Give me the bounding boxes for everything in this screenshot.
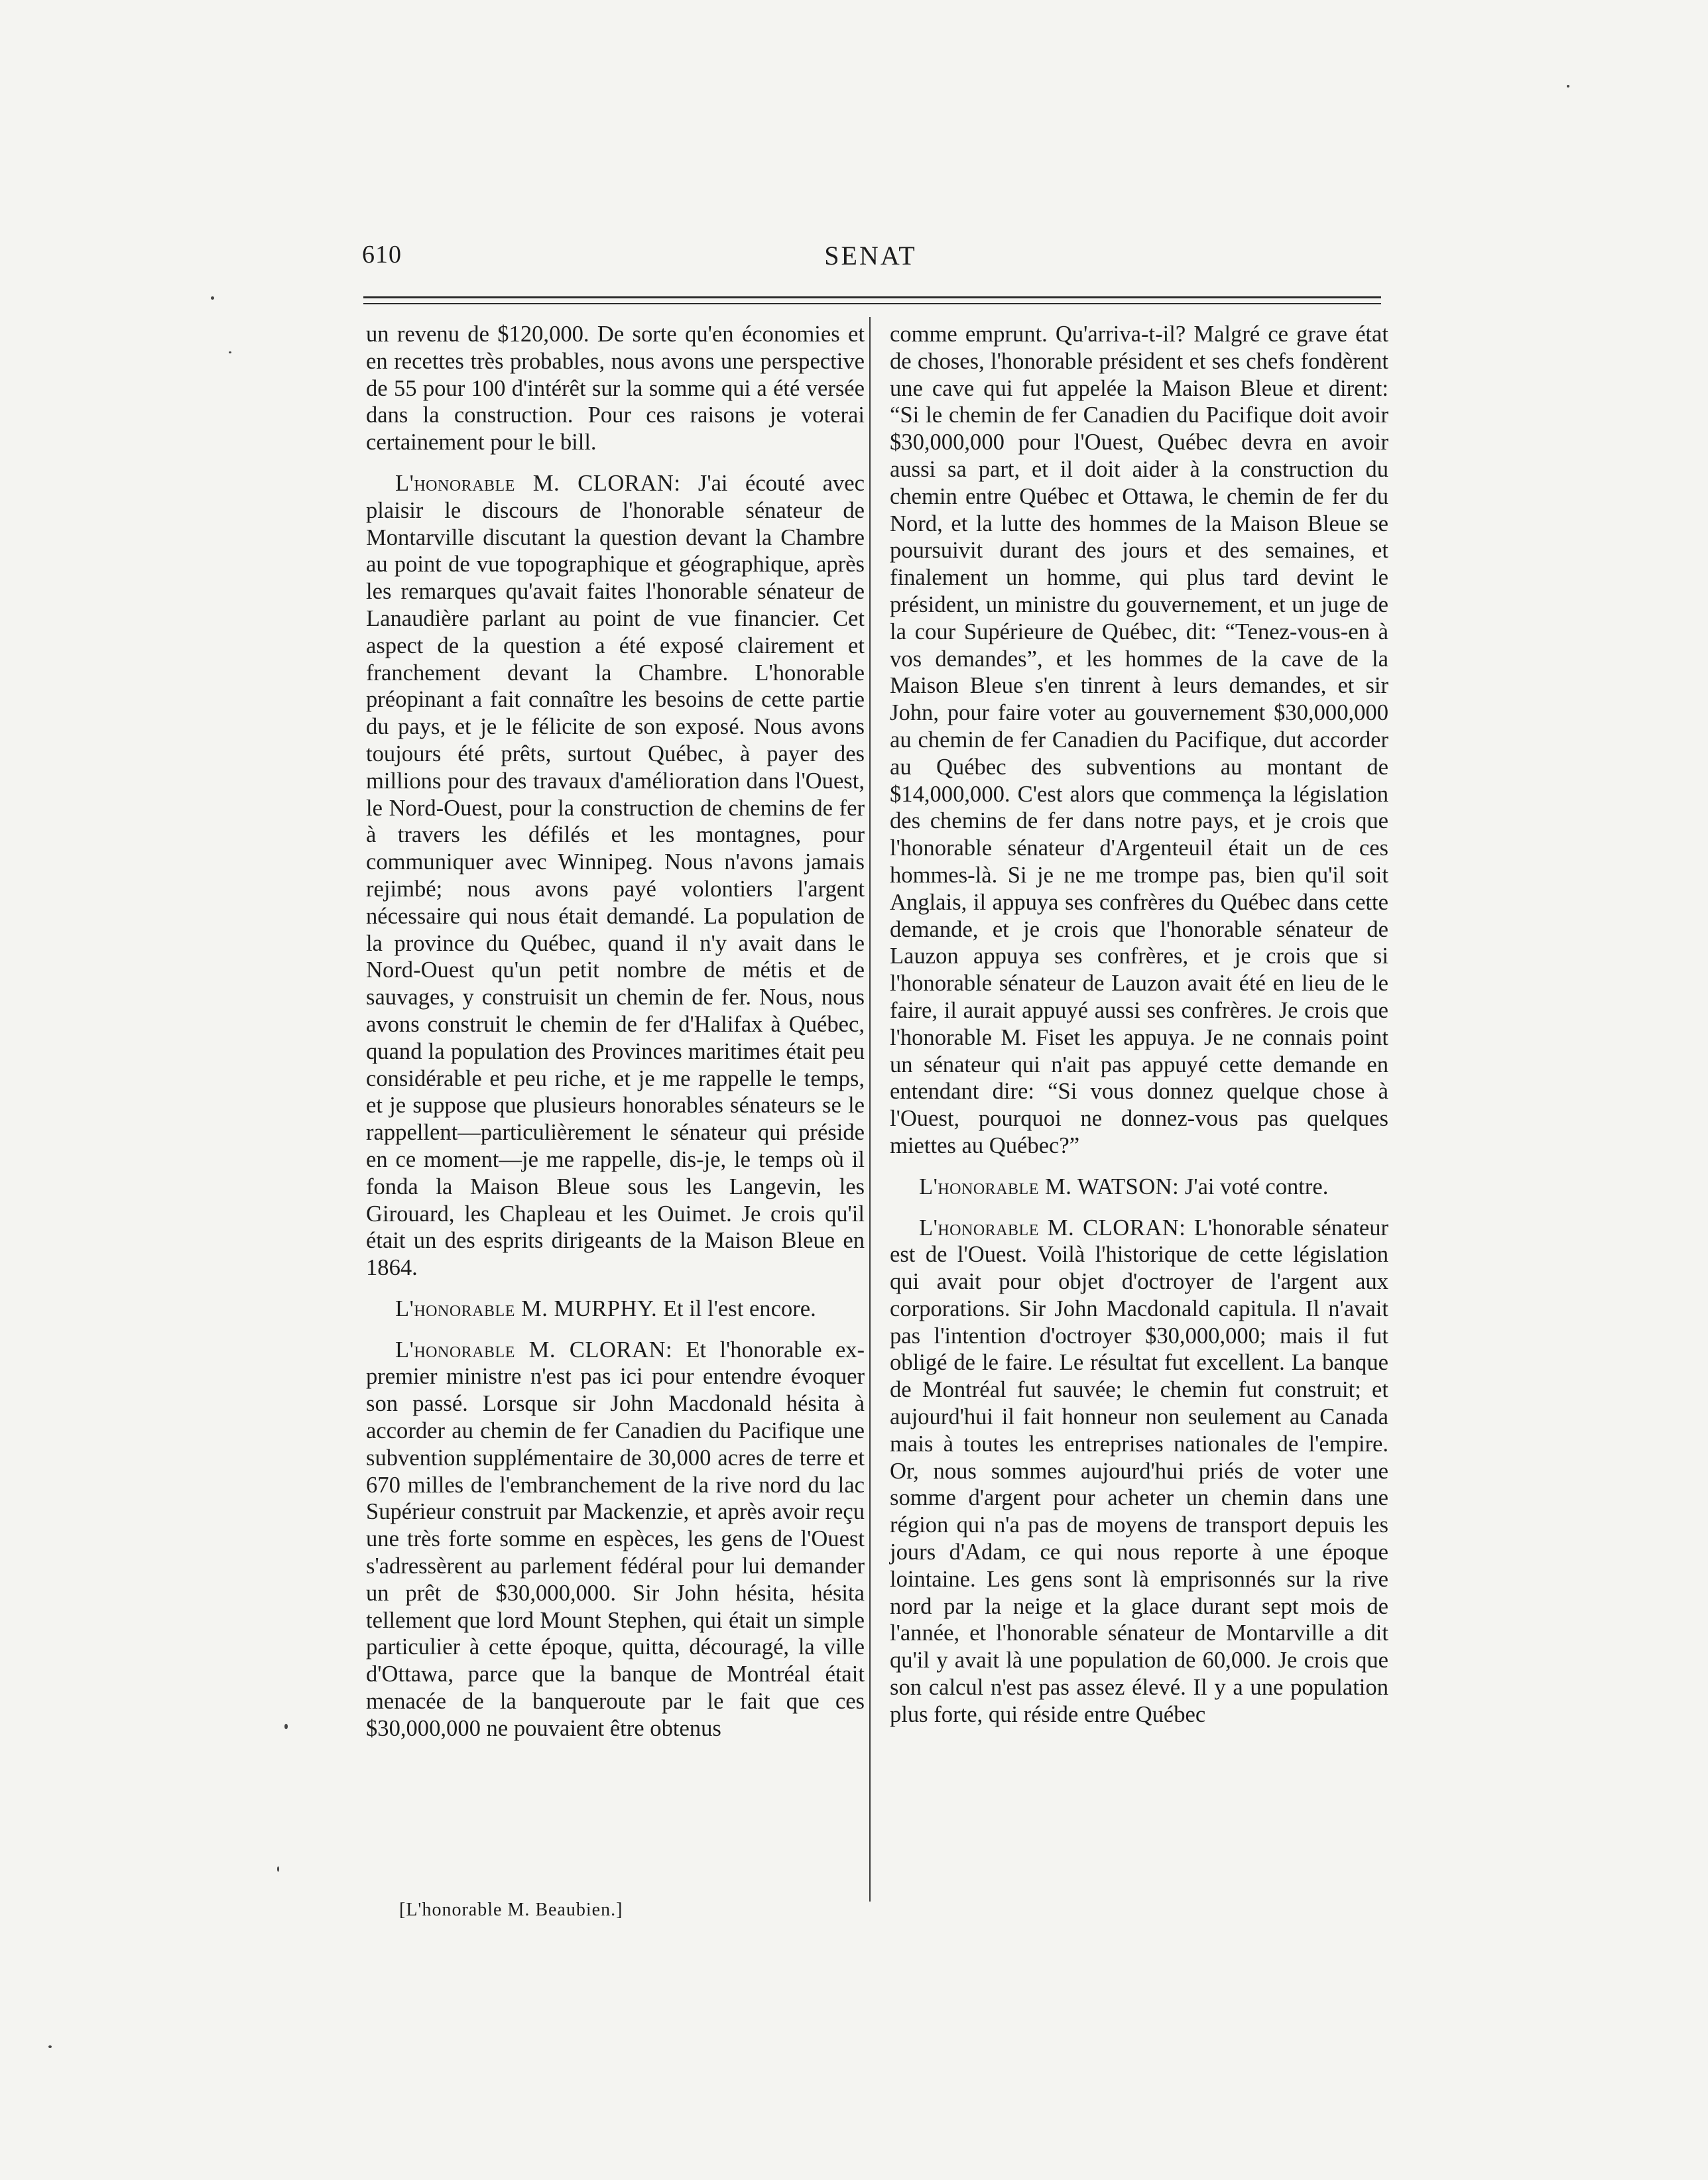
column-divider — [869, 317, 871, 1902]
scan-speck — [1567, 85, 1569, 88]
paragraph — [366, 470, 865, 1282]
paragraph-text: un revenu de $120,000. De sorte qu'en économies et en recettes très probables, nous avons une perspective de 55 pour 100 d'intérêt sur la somme qui a été versée dans la construction. Pour ces raisons je voterai certainement pour le bill. — [366, 322, 865, 455]
paragraph-text: J'ai écouté avec plaisir le discours de l'honorable sénateur de Montarville discutant la question devant la Chambre au point de vue topographique et géographique, après les remarques qu'avait faites l'honorable sénateur de Lanaudière parlant au point de vue financier. Cet aspect de la question a été exposé clairement et franchement devant la Chambre. L'honorable préopinant a fait connaître les besoins de cette partie du pays, et je le félicite de son exposé. Nous avons toujours été prêts, surtout Québec, à payer des millions pour des travaux d'amélioration dans l'Ouest, le Nord-Ouest, pour la construction de chemins de fer à travers les défilés et les montagnes, pour communiquer avec Winnipeg. Nous n'avons jamais rejimbé; nous avons payé volontiers l'argent nécessaire qui nous était demandé. La population de la province du Québec, quand il n'y avait dans le Nord-Ouest qu'un petit nombre de métis et de sauvages, y construisit un chemin de fer. Nous, nous avons construit le chemin de fer d'Halifax à Québec, quand la population des Provinces maritimes était peu considérable et peu riche, et je me rappelle le temps, et je suppose que plusieurs honorables sénateurs se le rappellent—particulièrement le sénateur qui préside en ce moment—je me rappelle, dis-je, le temps où il fonda la Maison Bleue sous les Langevin, les Girouard, les Chapleau et les Ouimet. Je crois qu'il était un des esprits dirigeants de la Maison Bleue en 1864. — [366, 470, 865, 1281]
paragraph — [890, 1174, 1388, 1201]
running-head: SENAT — [824, 241, 917, 271]
speaker: L'honorable M. CLORAN: — [395, 1337, 673, 1362]
paragraph-text: Et il l'est encore. — [657, 1296, 816, 1321]
scan-speck — [229, 351, 231, 353]
paragraph — [890, 1215, 1388, 1728]
paragraph-text: L'honorable sénateur est de l'Ouest. Voilà l'historique de cette législation qui avait pour objet d'octroyer de l'argent aux corporations. Sir John Macdonald capitula. Il n'avait pas l'intention d'octroyer $30,000,000; mais il fut obligé de le faire. Le résultat fut excellent. La banque de Montréal fut sauvée; le chemin fut construit; et aujourd'hui il fait honneur non seulement au Canada mais à toutes les entreprises nationales de l'empire. Or, nous sommes aujourd'hui priés de voter une somme d'argent pour acheter un chemin dans une région qui n'a pas de moyens de transport depuis les jours d'Adam, ce qui nous reporte à une époque lointaine. Les gens sont là emprisonnés sur la rive nord par la neige et la glace durant sept mois de l'année, et l'honorable sénateur de Montarville a dit qu'il y avait là une population de 60,000. Je crois que son calcul n'est pas assez élevé. Il y a une population plus forte, qui réside entre Québec — [890, 1215, 1388, 1727]
speaker: L'honorable M. CLORAN: — [919, 1215, 1186, 1241]
paragraph-text: J'ai voté contre. — [1179, 1174, 1329, 1199]
speaker: L'honorable M. MURPHY. — [395, 1296, 658, 1321]
paragraph — [366, 321, 865, 456]
page-number: 610 — [362, 241, 402, 269]
paragraph — [366, 1296, 865, 1323]
paragraph-text: comme emprunt. Qu'arriva-t-il? Malgré ce grave état de choses, l'honorable président et ses chefs fondèrent une cave qui fut appelée la Maison Bleue et dirent: “Si le chemin de fer Canadien du Pacifique doit avoir $30,000,000 pour l'Ouest, Québec devra en avoir aussi sa part, et il doit aider à la construction du chemin entre Québec et Ottawa, le chemin de fer du Nord, et la lutte des hommes de la Maison Bleue se poursuivit durant des jours et des semaines, et finalement un homme, qui plus tard devint le président, un ministre du gouvernement, et un juge de la cour Supérieure de Québec, dit: “Tenez-vous-en à vos demandes”, et les hommes de la cave de la Maison Bleue s'en tinrent à leurs demandes, et sir John, pour faire voter au gouvernement $30,000,000 au chemin de fer Canadien du Pacifique, dut accorder au Québec des subventions au montant de $14,000,000. C'est alors que commença la législation des chemins de fer dans notre pays, et je crois que l'honorable sénateur d'Argenteuil était un de ces hommes-là. Si je ne me trompe pas, bien qu'il soit Anglais, il appuya ses confrères du Québec dans cette demande, et je crois que l'honorable sénateur de Lauzon appuya ses confrères, et je crois que si l'honorable sénateur de Lauzon avait été en lieu de le faire, il aurait appuyé aussi ses confrères. Je crois que l'honorable M. Fiset les appuya. Je ne connais point un sénateur qui n'ait pas appuyé cette demande en entendant dire: “Si vous donnez quelque chose à l'Ouest, pourquoi ne donnez-vous pas quelques miettes au Québec?” — [890, 322, 1388, 1158]
scan-speck — [48, 2045, 52, 2048]
paragraph-text: Et l'honorable ex-premier ministre n'est pas ici pour entendre évoquer son passé. Lorsque sir John Macdonald hésita à accorder au chemin de fer Canadien du Pacifique une subvention supplémentaire de 30,000 acres de terre et 670 milles de l'embranchement de la rive nord du lac Supérieur construit par Mackenzie, et après avoir reçu une très forte somme en espèces, les gens de l'Ouest s'adressèrent au parlement fédéral pour lui demander un prêt de $30,000,000. Sir John hésita, hésita tellement que lord Mount Stephen, qui était un simple particulier à cette époque, quitta, découragé, la ville d'Ottawa, parce que la banque de Montréal était menacée de la banqueroute par le fait que ces $30,000,000 ne pouvaient être obtenus — [366, 1337, 865, 1741]
right-column — [890, 321, 1388, 1742]
paragraph — [366, 1337, 865, 1742]
header-rule-thin — [363, 303, 1381, 304]
scan-speck — [284, 1724, 288, 1729]
left-column — [366, 321, 865, 1756]
speaker: L'honorable M. WATSON: — [919, 1174, 1180, 1199]
paragraph — [890, 321, 1388, 1160]
scan-speck — [211, 296, 214, 300]
footer-note: [L'honorable M. Beaubien.] — [399, 1900, 623, 1920]
scan-speck — [277, 1866, 279, 1872]
speaker: L'honorable M. CLORAN: — [395, 470, 681, 496]
